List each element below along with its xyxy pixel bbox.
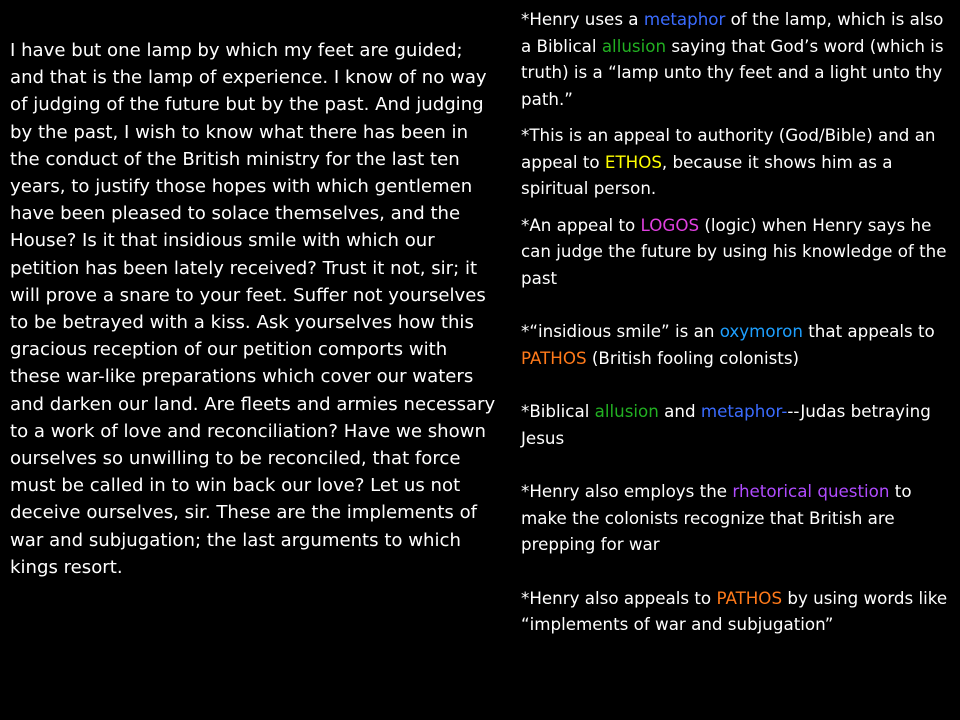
note-text: *Henry also appeals to — [521, 587, 717, 608]
annotation-note — [521, 212, 957, 292]
annotation-note — [521, 585, 957, 638]
annotation-note — [521, 398, 957, 451]
note-text: *Henry also employs the — [521, 481, 733, 501]
highlighted-term: metaphor- — [700, 401, 788, 421]
speech-passage: I have but one lamp by which my feet are guided; and that is the lamp of experience. I know of no way of judging of the future but by the past. And judging by the past, I wish to know what there has been in the conduct of the British ministry for the last ten years, to justify those hopes with which gentlemen have been pleased to solace themselves, and the House? Is it that insidious smile with which our petition has been lately received? Trust it not, sir; it will prove a snare to your feet. Suffer not yourselves to be betrayed with a kiss. Ask yourselves how this gracious reception of our petition comports with these war-like preparations which cover our waters and darken our land. Are fleets and armies necessary to a work of love and reconciliation? Have we shown ourselves so unwilling to be reconciled, that force must be called in to win back our love? Let us not deceive ourselves, sir. These are the implements of war and subjugation; the last arguments to which kings resort. — [10, 40, 496, 578]
annotation-note — [521, 122, 957, 202]
highlighted-term: oxymoron — [719, 321, 803, 341]
note-text: *Henry uses a — [521, 9, 644, 29]
note-text: saying that God’s word (which is truth) is a “lamp unto thy feet and a light unto thy path.” — [521, 35, 944, 109]
highlighted-term: PATHOS — [716, 587, 783, 608]
note-text: *Biblical — [521, 401, 595, 421]
note-text: by using words like “implements of war and subjugation” — [521, 587, 948, 634]
note-text: and — [658, 401, 701, 421]
note-text: that appeals to — [802, 321, 935, 341]
note-text: *This is an appeal to authority (God/Bible) and an appeal to — [521, 125, 936, 172]
highlighted-term: PATHOS — [521, 347, 587, 368]
highlighted-term: LOGOS — [640, 214, 700, 235]
note-text: --Judas betraying Jesus — [521, 401, 931, 448]
highlighted-term: allusion — [594, 401, 659, 421]
highlighted-term: metaphor — [643, 9, 726, 29]
annotation-note — [521, 478, 957, 558]
note-text: (British fooling colonists) — [586, 347, 800, 368]
annotation-notes — [521, 6, 957, 638]
highlighted-term: allusion — [601, 35, 667, 56]
note-text: (logic) when Henry says he can judge the future by using his knowledge of the past — [521, 214, 947, 288]
note-text: *“insidious smile” is an — [521, 321, 720, 341]
highlighted-term: ETHOS — [604, 151, 662, 172]
annotation-note — [521, 6, 957, 112]
annotation-note — [521, 318, 957, 371]
note-text: of the lamp, which is also a Biblical — [521, 9, 944, 56]
note-text: *An appeal to — [521, 214, 641, 235]
note-text: to make the colonists recognize that British are prepping for war — [521, 481, 912, 554]
note-text: , because it shows him as a spiritual person. — [521, 151, 893, 198]
highlighted-term: rhetorical question — [732, 481, 890, 501]
